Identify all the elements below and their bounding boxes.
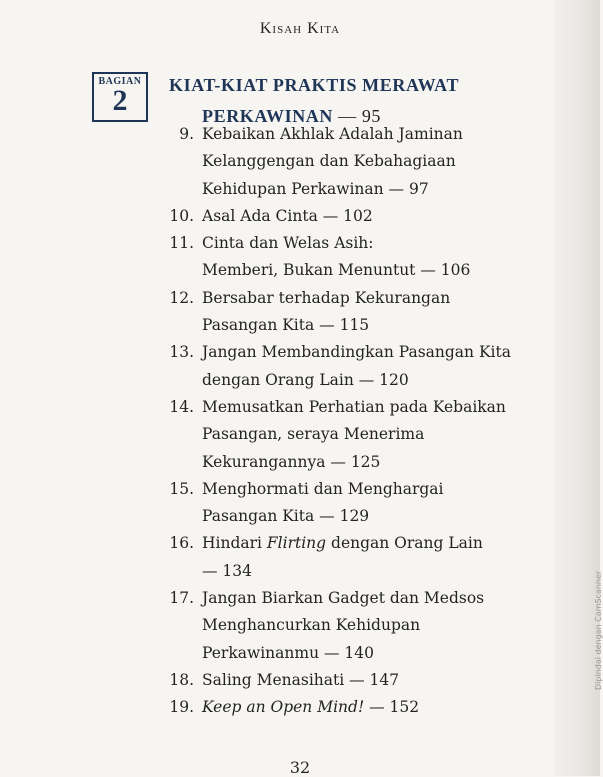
part-title-page: — 95 — [338, 106, 382, 126]
toc-entry-number: 12. — [169, 288, 194, 307]
toc-entry-title-line — [202, 694, 542, 721]
toc-entry — [162, 121, 542, 203]
toc-entry-number: 16. — [169, 534, 194, 553]
toc-entry-number: 19. — [169, 698, 194, 717]
toc-entry — [162, 585, 542, 667]
part-title-text: PERKAWINAN — [202, 106, 334, 126]
toc-entry-number: 14. — [169, 397, 194, 416]
toc-entry-title-line: Menghormati dan Menghargai — [202, 479, 444, 498]
toc-entry-title-line: Kekurangannya — 125 — [202, 452, 381, 471]
toc-entry-title-line: Pasangan, seraya Menerima — [202, 425, 425, 444]
toc-entry-number: 13. — [169, 343, 194, 362]
toc-entry-number: 15. — [169, 479, 194, 498]
toc-entry-title-line: Jangan Membandingkan Pasangan Kita — [202, 343, 511, 362]
toc-entry-title-line: Kebaikan Akhlak Adalah Jaminan — [202, 125, 463, 143]
toc-entry-number: 17. — [169, 589, 194, 608]
toc-entry — [162, 339, 542, 394]
running-head: Kisah Kita — [259, 20, 341, 37]
part-badge — [92, 72, 148, 122]
toc-entry — [162, 285, 542, 340]
toc-entry — [162, 667, 542, 694]
toc-entry-title-post: dengan Orang Lain — [326, 534, 483, 553]
toc-entry-title-em: Keep an Open Mind! — [202, 698, 365, 717]
toc-entry-number: 18. — [169, 670, 194, 689]
toc-entry-title-line: Kehidupan Perkawinan — 97 — [202, 179, 429, 198]
toc-entry-number: 11. — [169, 234, 194, 253]
toc-entry-number: 9. — [179, 125, 194, 143]
page-edge-shadow — [554, 0, 600, 776]
toc-entry-title-line: Pasangan Kita — 115 — [202, 316, 370, 335]
toc-entry-title-line: dengan Orang Lain — 120 — [202, 370, 409, 389]
part-badge-number: 2 — [112, 84, 128, 117]
part-title-line1: KIAT-KIAT PRAKTIS MERAWAT — [169, 75, 460, 95]
scanner-watermark: Dipindai dengan CamScanner — [594, 570, 603, 690]
toc-entry — [162, 394, 542, 476]
toc-entry-title-line: Memusatkan Perhatian pada Kebaikan — [202, 397, 506, 416]
toc-entry — [162, 203, 542, 230]
toc-entry — [162, 694, 542, 721]
toc-entry-title-em: Flirting — [266, 534, 327, 553]
toc-entry-title-line: Pasangan Kita — 129 — [202, 507, 370, 526]
toc-entry-title-line: — 134 — [202, 561, 253, 580]
toc-entry-title-line: Saling Menasihati — 147 — [202, 670, 400, 689]
toc-entry-title-post: — 152 — [364, 698, 420, 717]
table-of-contents-list — [162, 121, 542, 722]
part-badge-word: BAGIAN — [98, 76, 142, 87]
toc-entry-title-line: Kelanggengan dan Kebahagiaan — [202, 152, 456, 171]
toc-entry-title-line: Menghancurkan Kehidupan — [202, 616, 421, 635]
toc-entry-title-line: Bersabar terhadap Kekurangan — [202, 288, 451, 307]
page-number: 32 — [289, 758, 311, 777]
toc-entry-title-line: Asal Ada Cinta — 102 — [202, 206, 373, 225]
toc-entry — [162, 530, 542, 585]
toc-entry-title-line — [202, 530, 542, 557]
toc-entry-number: 10. — [169, 206, 194, 225]
toc-entry-title-pre: Hindari — [202, 534, 267, 553]
toc-entry-title-line: Memberi, Bukan Menuntut — 106 — [202, 261, 471, 280]
toc-entry-title-line: Cinta dan Welas Asih: — [202, 234, 374, 253]
toc-entry-title-line: Perkawinanmu — 140 — [202, 643, 374, 662]
toc-entry — [162, 230, 542, 285]
toc-entry-title-line: Jangan Biarkan Gadget dan Medsos — [202, 589, 485, 608]
toc-entry — [162, 476, 542, 531]
